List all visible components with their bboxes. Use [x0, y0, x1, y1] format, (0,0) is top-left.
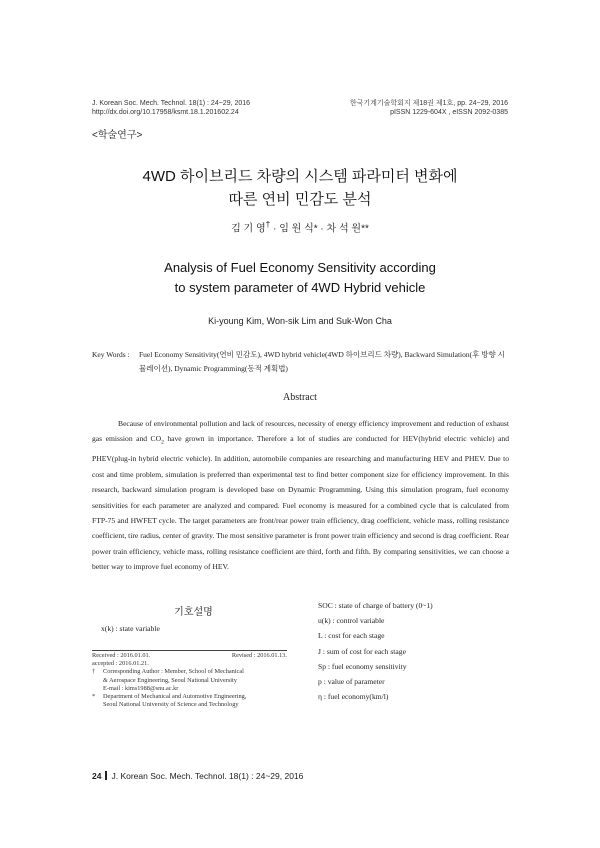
abstract-heading: Abstract: [283, 392, 317, 403]
title-korean-line2: 따른 연비 민감도 분석: [228, 191, 372, 208]
footnote-divider: [92, 650, 287, 651]
nomenclature-right-list: [318, 598, 433, 704]
asterisk-mark: *: [92, 693, 96, 701]
nomenclature-item: Sp : fuel economy sensitivity: [318, 661, 407, 671]
received-revised-row: [92, 652, 287, 660]
author-1: 김 기 영: [231, 223, 266, 235]
page-footer: [92, 771, 303, 781]
revised-date: Revised : 2016.01.13.: [231, 652, 287, 659]
author-3: 차 석 원: [326, 223, 362, 235]
author-email[interactable]: E-mail : kims1988@snu.ac.kr: [103, 684, 179, 692]
journal-citation: J. Korean Soc. Mech. Technol. 18(1) : 24~29, 2016: [92, 100, 251, 107]
author-3-mark: **: [361, 223, 369, 235]
footnotes: [92, 652, 287, 709]
title-korean: [0, 165, 600, 211]
footer-citation: J. Korean Soc. Mech. Technol. 18(1) : 24~29, 2016: [111, 771, 304, 781]
author-separator: ·: [317, 223, 327, 235]
keywords-text: Fuel Economy Sensitivity(연비 민감도), 4WD hybrid vehicle(4WD 하이브리드 차량), Backward Simulation(후 방향 시뮬레이션), Dynamic Programming(동적 계획법): [139, 350, 505, 373]
title-english: [0, 258, 600, 298]
authors-english: Ki-young Kim, Won-sik Lim and Suk-Won Cha: [208, 316, 392, 326]
nomenclature-item: p : value of parameter: [318, 677, 385, 687]
nomenclature-item: u(k) : control variable: [318, 616, 385, 626]
issn-line: pISSN 1229-604X , eISSN 2092-0385: [390, 109, 508, 116]
journal-citation-korean: 한국기계기술학회지 제18권 제1호, pp. 24~29, 2016: [349, 100, 508, 107]
co2-subscript: 2: [161, 439, 164, 446]
title-korean-line1: 4WD 하이브리드 차량의 시스템 파라미터 변화에: [142, 168, 458, 185]
nomenclature-heading: 기호설명: [174, 607, 213, 618]
author-separator: ·: [270, 223, 280, 235]
page-number: 24: [92, 771, 102, 781]
nomenclature-item: SOC : state of charge of battery (0~1): [318, 601, 433, 610]
keywords: [92, 348, 512, 376]
running-header-left: [92, 99, 250, 117]
author-2: 임 원 식: [279, 223, 314, 235]
footer-separator-bar: [105, 771, 107, 780]
abstract-body: Because of environmental pollution and lack of resources, necessity of energy efficiency improvement and reduction of exhaust gas emission and $CO_2$ have grown in importance. Therefore a lot of studies are conducted for HEV(hybrid electric vehicle) and PHEV(plug-in hybrid electric vehicle). In addition, automobile companies are researching and manufacturing HEV and PHEV. Due to cost and time problem, simulation is preferred than experimental test to find better component size for efficiency improvement. In this research, backward simulation program is developed base on Dynamic Programming. Using this simulation program, fuel economy sensitivities for each parameter are analyzed and compared. Fuel economy is measured for a combined cycle that is calculated from FTP-75 and HWFET cycle. The target parameters are front/rear power train efficiency, drag coefficient, vehicle mass, rolling resistance coefficient, tire radius, center of gravity. The most sensitive parameter is front power train efficiency and second is drag coefficient. Rear power train efficiency, vehicle mass, rolling resistance coefficient are third, forth and fifth. By comparing sensitivities, we can choose a better way to improve fuel economy of HEV.: [92, 419, 509, 572]
article-category: <학술연구>: [92, 130, 143, 141]
author-2-mark: *: [313, 223, 318, 235]
author-1-mark: †: [265, 219, 271, 229]
authors-korean: [0, 219, 600, 234]
title-english-line1: Analysis of Fuel Economy Sensitivity according: [164, 260, 436, 275]
nomenclature-item: L : cost for each stage: [318, 631, 385, 641]
nomenclature-item: x(k) : state variable: [101, 624, 160, 633]
dagger-mark: †: [92, 668, 96, 676]
department-note: * Department of Mechanical and Automotive Engineering, Seoul National University of Science and Technology: [92, 693, 247, 709]
keywords-label: Key Words :: [92, 350, 130, 359]
running-header-right: [350, 99, 508, 117]
nomenclature-item: J : sum of cost for each stage: [318, 646, 406, 656]
nomenclature-left-list: [101, 624, 160, 633]
accepted-date: accepted : 2016.01.21.: [92, 660, 149, 668]
nomenclature-item: η : fuel economy(km/l): [318, 692, 389, 702]
corresponding-author-note: † Corresponding Author : Member, School of Mechanical & Aerospace Engineering, Seoul National University E-mail : kims1988@snu.ac.kr: [92, 668, 287, 693]
title-english-line2: to system parameter of 4WD Hybrid vehicle: [174, 280, 426, 295]
doi-link[interactable]: http://dx.doi.org/10.17958/ksmt.18.1.201602.24: [92, 109, 239, 116]
received-date: Received : 2016.01.01.: [92, 652, 151, 659]
